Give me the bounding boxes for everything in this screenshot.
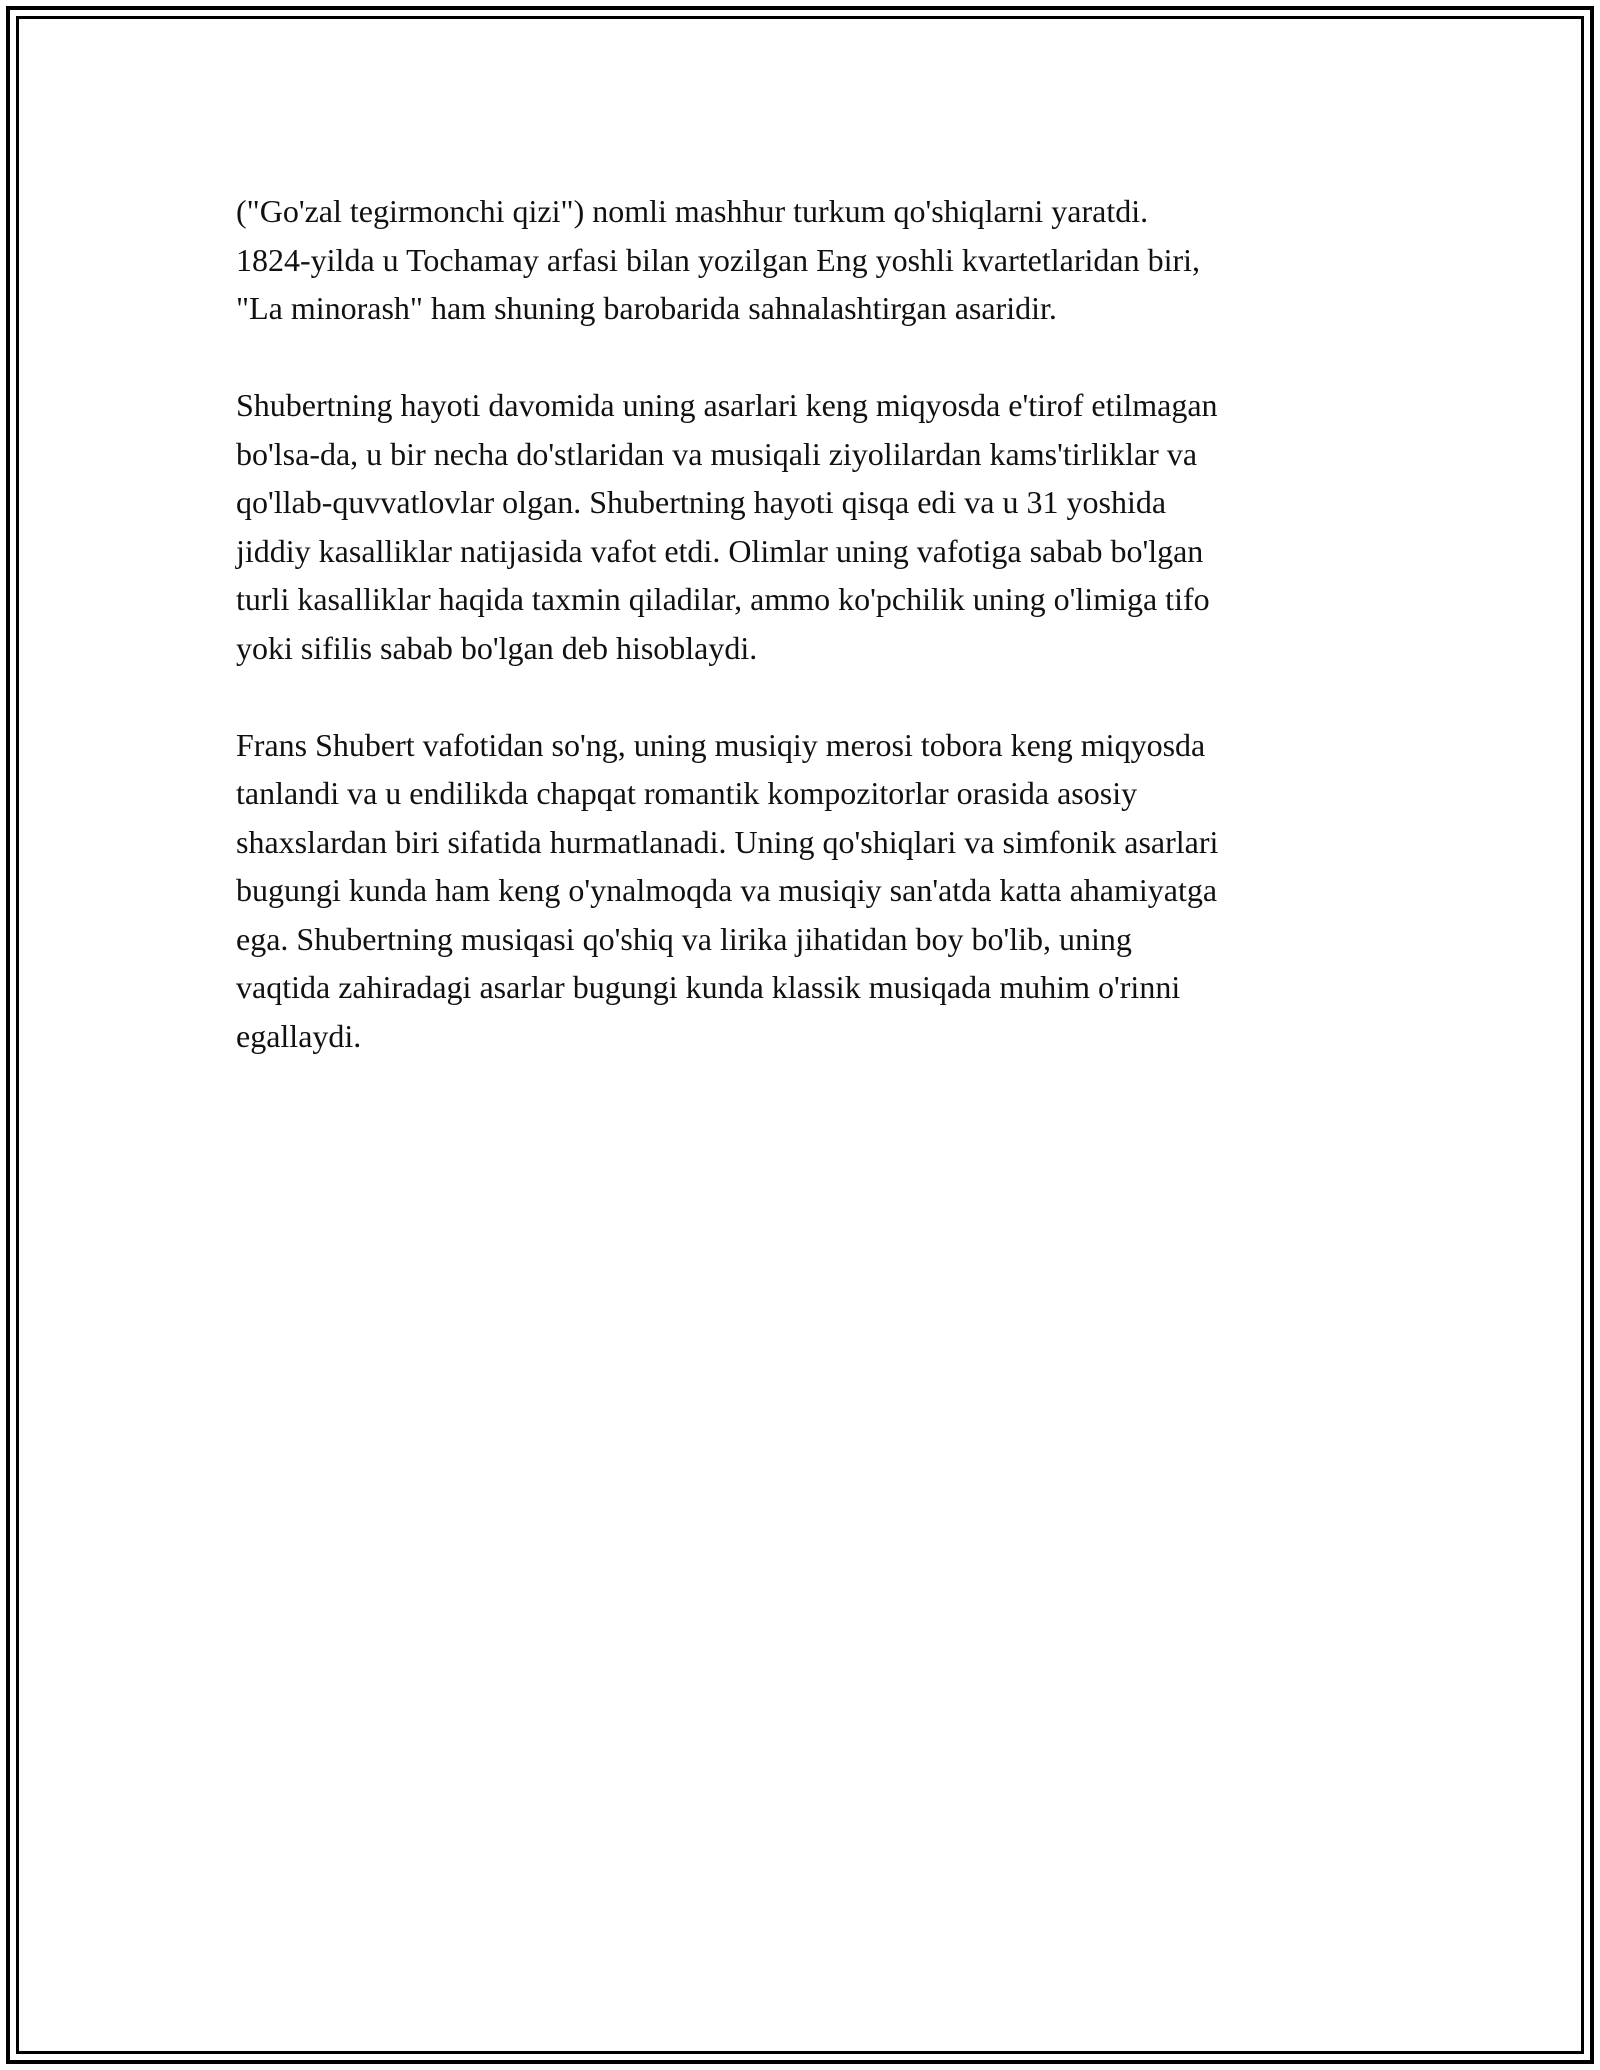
text-line: shaxslardan biri sifatida hurmatlanadi. Uning qo'shiqlari va simfonik asarlari [236,823,1219,860]
text-line: egallaydi. [236,1017,362,1054]
text-line: jiddiy kasalliklar natijasida vafot etdi. Olimlar uning vafotiga sabab bo'lgan [236,532,1204,569]
document-body [236,187,1376,1109]
paragraph-3 [236,721,1376,1061]
text-line: ega. Shubertning musiqasi qo'shiq va lirika jihatidan boy bo'lib, uning [236,920,1132,957]
text-line: bo'lsa-da, u bir necha do'stlaridan va musiqali ziyolilardan kams'tirliklar va [236,435,1198,472]
paragraph-1 [236,187,1376,333]
text-line: yoki sifilis sabab bo'lgan deb hisoblaydi. [236,629,758,666]
text-line: Shubertning hayoti davomida uning asarlari keng miqyosda e'tirof etilmagan [236,387,1218,423]
text-line: qo'llab-quvvatlovlar olgan. Shubertning hayoti qisqa edi va u 31 yoshida [236,484,1167,520]
text-line: vaqtida zahiradagi asarlar bugungi kunda klassik musiqada muhim o'rinni [236,969,1181,1005]
text-line: bugungi kunda ham keng o'ynalmoqda va musiqiy san'atda katta ahamiyatga [236,872,1218,908]
text-line: Frans Shubert vafotidan so'ng, uning musiqiy merosi tobora keng miqyosda [236,726,1206,763]
text-line: "La minorash" ham shuning barobarida sahnalashtirgan asaridir. [236,290,1057,326]
text-line: ("Go'zal tegirmonchi qizi") nomli mashhur turkum qo'shiqlarni yaratdi. [236,193,1149,229]
text-line: 1824-yilda u Tochamay arfasi bilan yozilgan Eng yoshli kvartetlaridan biri, [236,241,1201,278]
text-line: tanlandi va u endilikda chapqat romantik kompozitorlar orasida asosiy [236,775,1138,811]
paragraph-2 [236,381,1376,672]
text-line: turli kasalliklar haqida taxmin qiladilar, ammo ko'pchilik uning o'limiga tifo [236,581,1210,617]
